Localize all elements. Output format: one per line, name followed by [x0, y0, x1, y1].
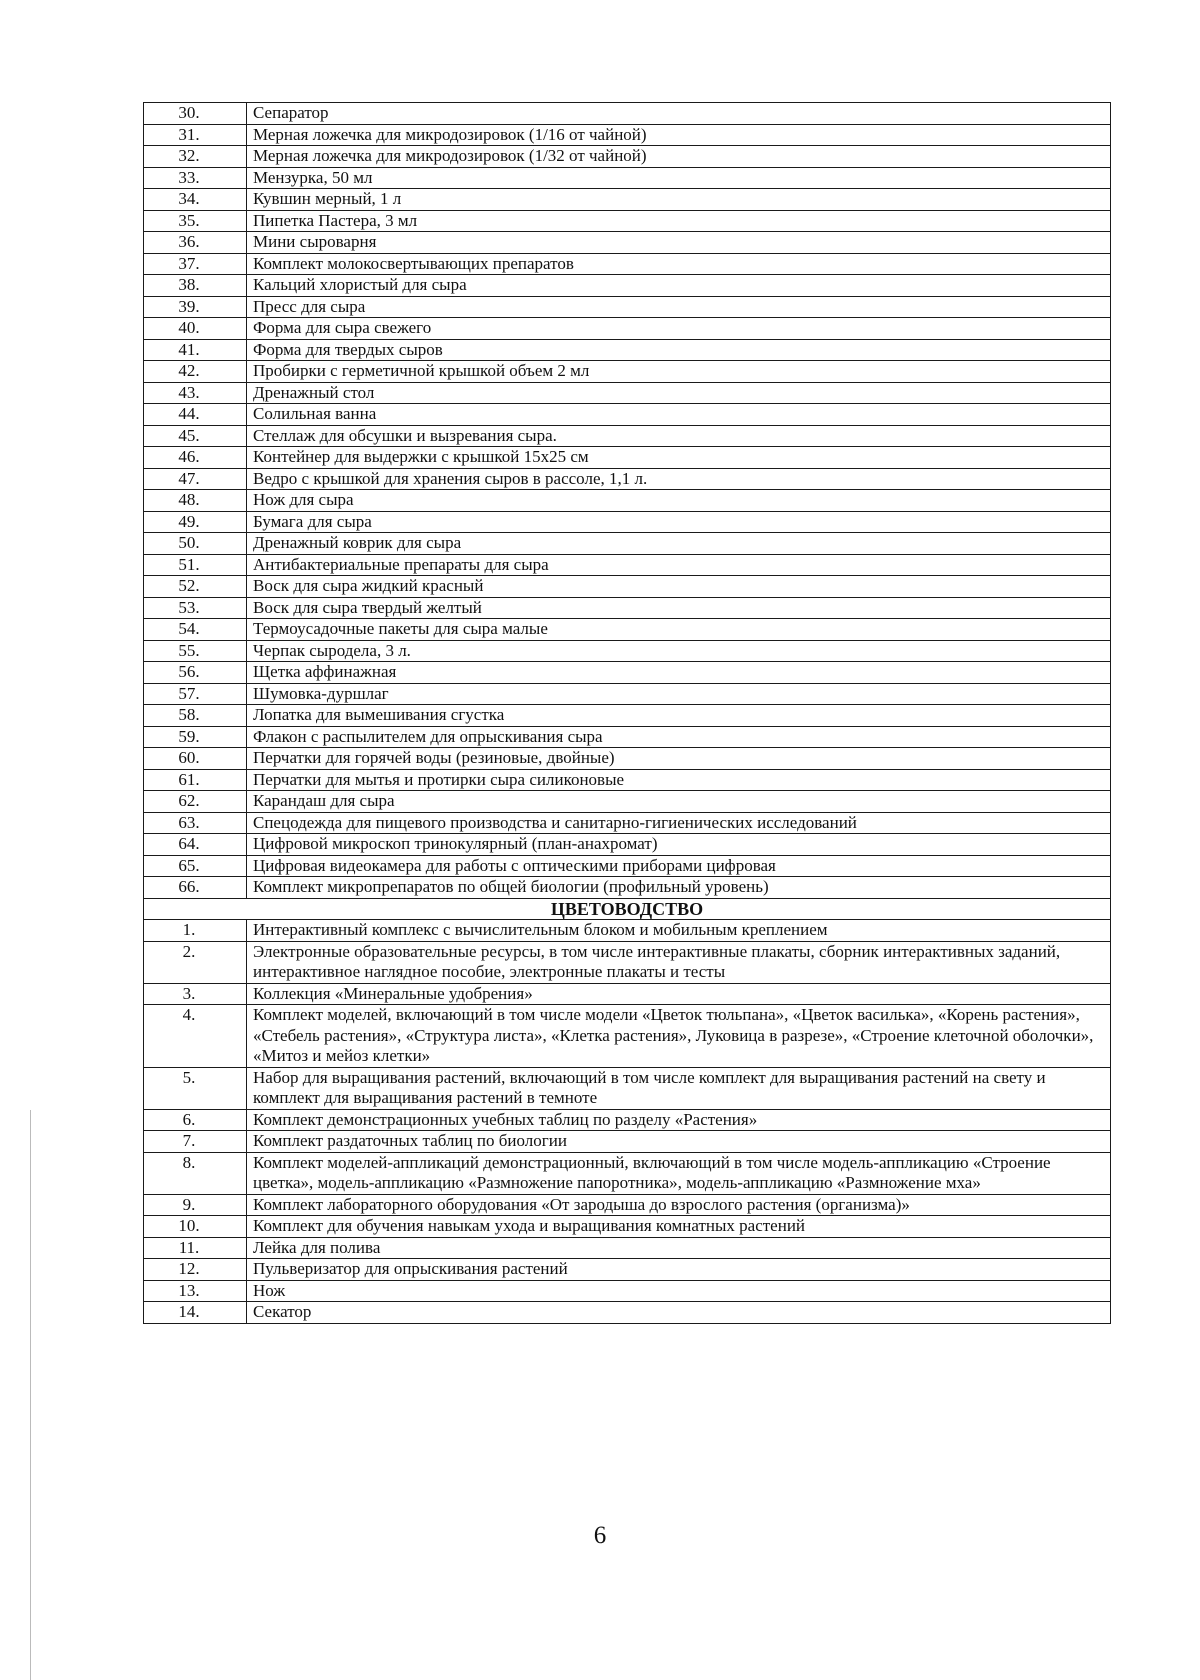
table-row — [144, 554, 1111, 576]
table-row — [144, 748, 1111, 770]
row-number: 49. — [144, 511, 247, 533]
row-number: 63. — [144, 812, 247, 834]
row-number: 34. — [144, 189, 247, 211]
row-number: 8. — [144, 1152, 247, 1194]
table-row — [144, 253, 1111, 275]
table-row — [144, 361, 1111, 383]
table-row — [144, 1005, 1111, 1068]
row-item-name: Нож — [247, 1280, 1111, 1302]
row-item-name: Спецодежда для пищевого производства и санитарно-гигиенических исследований — [247, 812, 1111, 834]
row-item-name: Воск для сыра жидкий красный — [247, 576, 1111, 598]
table-row — [144, 447, 1111, 469]
row-number: 40. — [144, 318, 247, 340]
page-number: 6 — [593, 1522, 607, 1549]
row-number: 65. — [144, 855, 247, 877]
row-item-name: Сепаратор — [247, 103, 1111, 125]
row-number: 48. — [144, 490, 247, 512]
row-number: 11. — [144, 1237, 247, 1259]
row-item-name: Лейка для полива — [247, 1237, 1111, 1259]
row-item-name: Комплект моделей, включающий в том числе модели «Цветок тюльпана», «Цветок василька», «Корень растения», «Стебель растения», «Структура листа», «Клетка растения», Луковица в разрезе», «Строение клеточной оболочки», «Митоз и мейоз клетки» — [247, 1005, 1111, 1068]
row-number: 30. — [144, 103, 247, 125]
row-item-name: Щетка аффинажная — [247, 662, 1111, 684]
table-row — [144, 640, 1111, 662]
table-row — [144, 1216, 1111, 1238]
table-row — [144, 146, 1111, 168]
row-item-name: Контейнер для выдержки с крышкой 15х25 см — [247, 447, 1111, 469]
row-item-name: Флакон с распылителем для опрыскивания сыра — [247, 726, 1111, 748]
row-item-name: Мерная ложечка для микродозировок (1/32 от чайной) — [247, 146, 1111, 168]
table-row — [144, 124, 1111, 146]
row-number: 33. — [144, 167, 247, 189]
row-number: 58. — [144, 705, 247, 727]
row-number: 64. — [144, 834, 247, 856]
table-row — [144, 769, 1111, 791]
row-number: 41. — [144, 339, 247, 361]
row-item-name: Стеллаж для обсушки и вызревания сыра. — [247, 425, 1111, 447]
table-row — [144, 920, 1111, 942]
row-number: 44. — [144, 404, 247, 426]
row-number: 3. — [144, 983, 247, 1005]
section-header-group — [144, 898, 1111, 920]
row-number: 1. — [144, 920, 247, 942]
row-item-name: Дренажный стол — [247, 382, 1111, 404]
section-header-row — [144, 898, 1111, 920]
row-item-name: Ведро с крышкой для хранения сыров в рассоле, 1,1 л. — [247, 468, 1111, 490]
row-number: 39. — [144, 296, 247, 318]
table-row — [144, 167, 1111, 189]
row-item-name: Пробирки с герметичной крышкой объем 2 мл — [247, 361, 1111, 383]
row-item-name: Комплект демонстрационных учебных таблиц по разделу «Растения» — [247, 1109, 1111, 1131]
table-row — [144, 1194, 1111, 1216]
row-number: 55. — [144, 640, 247, 662]
row-item-name: Секатор — [247, 1302, 1111, 1324]
table-row — [144, 382, 1111, 404]
table-row — [144, 726, 1111, 748]
table-row — [144, 834, 1111, 856]
table-row — [144, 791, 1111, 813]
row-item-name: Интерактивный комплекс с вычислительным блоком и мобильным креплением — [247, 920, 1111, 942]
table-row — [144, 1152, 1111, 1194]
row-number: 10. — [144, 1216, 247, 1238]
table-row — [144, 1280, 1111, 1302]
row-number: 46. — [144, 447, 247, 469]
row-number: 57. — [144, 683, 247, 705]
table-row — [144, 189, 1111, 211]
table-row — [144, 339, 1111, 361]
row-number: 53. — [144, 597, 247, 619]
row-number: 42. — [144, 361, 247, 383]
row-item-name: Пульверизатор для опрыскивания растений — [247, 1259, 1111, 1281]
row-number: 43. — [144, 382, 247, 404]
table-row — [144, 468, 1111, 490]
table-row — [144, 232, 1111, 254]
row-item-name: Комплект для обучения навыкам ухода и выращивания комнатных растений — [247, 1216, 1111, 1238]
row-item-name: Нож для сыра — [247, 490, 1111, 512]
table-row — [144, 1109, 1111, 1131]
row-item-name: Термоусадочные пакеты для сыра малые — [247, 619, 1111, 641]
table-row — [144, 425, 1111, 447]
row-number: 2. — [144, 941, 247, 983]
row-item-name: Форма для сыра свежего — [247, 318, 1111, 340]
table-row — [144, 1237, 1111, 1259]
scan-margin-line — [30, 1110, 31, 1680]
row-number: 5. — [144, 1067, 247, 1109]
table-row — [144, 490, 1111, 512]
table-row — [144, 877, 1111, 899]
row-item-name: Цифровая видеокамера для работы с оптическими приборами цифровая — [247, 855, 1111, 877]
row-number: 7. — [144, 1131, 247, 1153]
table-row — [144, 103, 1111, 125]
row-item-name: Лопатка для вымешивания сгустка — [247, 705, 1111, 727]
table-row — [144, 662, 1111, 684]
row-number: 45. — [144, 425, 247, 447]
table-row — [144, 705, 1111, 727]
row-item-name: Форма для твердых сыров — [247, 339, 1111, 361]
row-number: 54. — [144, 619, 247, 641]
table-row — [144, 511, 1111, 533]
row-number: 38. — [144, 275, 247, 297]
row-number: 51. — [144, 554, 247, 576]
row-number: 13. — [144, 1280, 247, 1302]
table-row — [144, 1302, 1111, 1324]
row-number: 66. — [144, 877, 247, 899]
row-number: 60. — [144, 748, 247, 770]
table-row — [144, 210, 1111, 232]
row-item-name: Антибактериальные препараты для сыра — [247, 554, 1111, 576]
row-item-name: Комплект микропрепаратов по общей биологии (профильный уровень) — [247, 877, 1111, 899]
row-number: 52. — [144, 576, 247, 598]
row-number: 61. — [144, 769, 247, 791]
table-row — [144, 404, 1111, 426]
table-row — [144, 941, 1111, 983]
table-row — [144, 296, 1111, 318]
table-row — [144, 683, 1111, 705]
row-item-name: Перчатки для мытья и протирки сыра силиконовые — [247, 769, 1111, 791]
row-number: 47. — [144, 468, 247, 490]
row-item-name: Кувшин мерный, 1 л — [247, 189, 1111, 211]
table-row — [144, 318, 1111, 340]
row-number: 12. — [144, 1259, 247, 1281]
row-item-name: Черпак сыродела, 3 л. — [247, 640, 1111, 662]
row-number: 36. — [144, 232, 247, 254]
table-row — [144, 576, 1111, 598]
table-row — [144, 1131, 1111, 1153]
row-number: 56. — [144, 662, 247, 684]
row-item-name: Бумага для сыра — [247, 511, 1111, 533]
row-item-name: Комплект лабораторного оборудования «От зародыша до взрослого растения (организма)» — [247, 1194, 1111, 1216]
row-item-name: Дренажный коврик для сыра — [247, 533, 1111, 555]
row-number: 50. — [144, 533, 247, 555]
equipment-table-part1 — [144, 103, 1111, 899]
row-number: 14. — [144, 1302, 247, 1324]
row-item-name: Комплект моделей-аппликаций демонстрационный, включающий в том числе модель-аппликацию «Строение цветка», модель-аппликацию «Размножение папоротника», модель-аппликацию «Размножение мха» — [247, 1152, 1111, 1194]
row-item-name: Набор для выращивания растений, включающий в том числе комплект для выращивания растений на свету и комплект для выращивания растений в темноте — [247, 1067, 1111, 1109]
row-item-name: Мензурка, 50 мл — [247, 167, 1111, 189]
equipment-table-part2 — [144, 920, 1111, 1324]
row-number: 59. — [144, 726, 247, 748]
row-item-name: Мерная ложечка для микродозировок (1/16 от чайной) — [247, 124, 1111, 146]
row-item-name: Электронные образовательные ресурсы, в том числе интерактивные плакаты, сборник интерактивных заданий, интерактивное наглядное пособие, электронные плакаты и тесты — [247, 941, 1111, 983]
row-item-name: Комплект молокосвертывающих препаратов — [247, 253, 1111, 275]
row-number: 62. — [144, 791, 247, 813]
row-number: 35. — [144, 210, 247, 232]
section-title: ЦВЕТОВОДСТВО — [144, 898, 1111, 920]
table-row — [144, 855, 1111, 877]
row-item-name: Перчатки для горячей воды (резиновые, двойные) — [247, 748, 1111, 770]
table-row — [144, 1259, 1111, 1281]
row-number: 37. — [144, 253, 247, 275]
row-number: 4. — [144, 1005, 247, 1068]
table-row — [144, 533, 1111, 555]
row-number: 9. — [144, 1194, 247, 1216]
row-item-name: Солильная ванна — [247, 404, 1111, 426]
table-row — [144, 597, 1111, 619]
table-row — [144, 619, 1111, 641]
row-item-name: Цифровой микроскоп тринокулярный (план-анахромат) — [247, 834, 1111, 856]
row-item-name: Пипетка Пастера, 3 мл — [247, 210, 1111, 232]
row-item-name: Шумовка-дуршлаг — [247, 683, 1111, 705]
row-number: 6. — [144, 1109, 247, 1131]
row-number: 31. — [144, 124, 247, 146]
equipment-table — [143, 102, 1111, 1324]
table-row — [144, 812, 1111, 834]
row-item-name: Кальций хлористый для сыра — [247, 275, 1111, 297]
table-row — [144, 275, 1111, 297]
row-item-name: Комплект раздаточных таблиц по биологии — [247, 1131, 1111, 1153]
row-item-name: Мини сыроварня — [247, 232, 1111, 254]
table-row — [144, 983, 1111, 1005]
row-item-name: Коллекция «Минеральные удобрения» — [247, 983, 1111, 1005]
row-item-name: Воск для сыра твердый желтый — [247, 597, 1111, 619]
row-item-name: Карандаш для сыра — [247, 791, 1111, 813]
table-row — [144, 1067, 1111, 1109]
row-item-name: Пресс для сыра — [247, 296, 1111, 318]
row-number: 32. — [144, 146, 247, 168]
